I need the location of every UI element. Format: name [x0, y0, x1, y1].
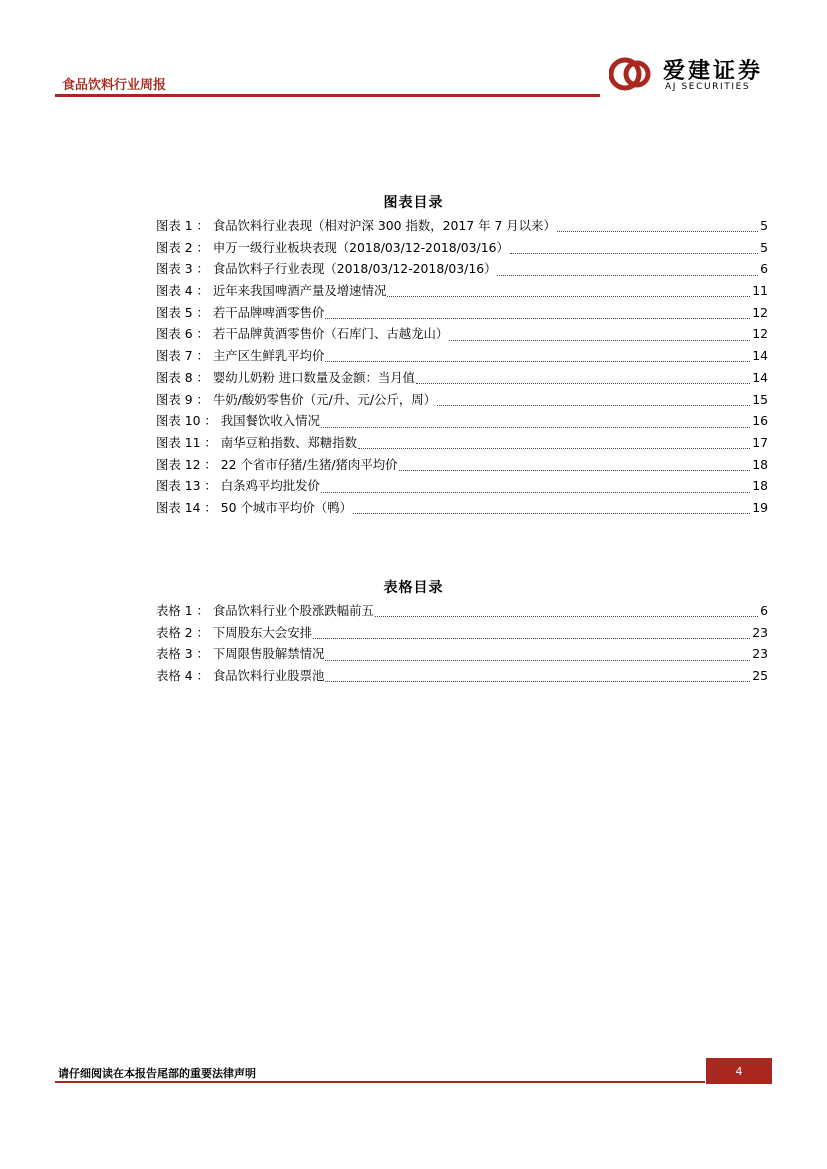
toc-entry-label: 图表 7 ： 主产区生鲜乳平均价: [156, 348, 325, 364]
toc-entry-label: 图表 13 ： 白条鸡平均批发价: [156, 478, 320, 494]
toc-entry-label: 图表 11 ： 南华豆粕指数、郑糖指数: [156, 434, 358, 450]
brand-name-en: AJ SECURITIES: [665, 82, 751, 92]
tables-toc-title: 表格目录: [383, 580, 444, 596]
toc-leader-dots: [325, 318, 750, 319]
figures-toc-list: [156, 216, 768, 520]
toc-entry[interactable]: [156, 455, 768, 477]
toc-leader-dots: [321, 427, 750, 428]
toc-entry-label: 表格 1 ： 食品饮料行业个股涨跌幅前五: [156, 603, 374, 618]
toc-entry[interactable]: [156, 623, 768, 645]
toc-entry-label: 表格 2 ： 下周股东大会安排: [156, 624, 312, 640]
toc-entry-label: 图表 2 ： 申万一级行业板块表现（2018/03/12-2018/03/16）: [156, 239, 509, 255]
toc-entry-page: 23: [752, 624, 768, 640]
toc-entry-label: 表格 3 ： 下周限售股解禁情况: [156, 646, 325, 662]
footer-disclaimer: 请仔细阅读在本报告尾部的重要法律声明: [58, 1067, 256, 1080]
toc-entry[interactable]: [156, 281, 768, 303]
toc-entry[interactable]: [156, 259, 768, 281]
toc-leader-dots: [375, 616, 758, 617]
toc-entry-page: 17: [752, 434, 768, 450]
toc-entry[interactable]: [156, 390, 768, 412]
toc-leader-dots: [353, 513, 750, 514]
report-title: 食品饮料行业周报: [62, 78, 167, 93]
toc-entry[interactable]: [156, 476, 768, 498]
toc-entry-page: 11: [752, 283, 768, 299]
toc-entry-page: 6: [760, 261, 768, 277]
toc-entry[interactable]: [156, 498, 768, 520]
toc-entry-page: 5: [760, 239, 768, 255]
toc-leader-dots: [387, 296, 750, 297]
toc-entry-page: 23: [752, 646, 768, 662]
toc-entry-label: 图表 14 ： 50 个城市平均价（鸭）: [156, 499, 352, 515]
brand-logo: [609, 54, 774, 96]
tables-toc-list: [156, 601, 768, 688]
toc-entry-page: 12: [752, 304, 768, 320]
toc-entry[interactable]: [156, 433, 768, 455]
toc-entry-page: 18: [752, 456, 768, 472]
toc-entry-page: 19: [752, 499, 768, 515]
toc-leader-dots: [497, 275, 758, 276]
toc-entry[interactable]: [156, 324, 768, 346]
toc-entry-label: 图表 12 ： 22 个省市仔猪/生猪/猪肉平均价: [156, 456, 398, 472]
toc-entry-label: 表格 4 ： 食品饮料行业股票池: [156, 668, 325, 684]
toc-entry-page: 25: [752, 668, 768, 684]
toc-entry-label: 图表 1 ： 食品饮料行业表现（相对沪深 300 指数，2017 年 7 月以来）: [156, 218, 556, 233]
toc-entry-page: 15: [752, 391, 768, 407]
toc-entry-page: 5: [760, 218, 768, 233]
toc-entry-label: 图表 4 ： 近年来我国啤酒产量及增速情况: [156, 283, 387, 299]
toc-entry-page: 14: [752, 348, 768, 364]
toc-entry-page: 6: [760, 603, 768, 618]
figures-toc-title: 图表目录: [383, 195, 444, 211]
toc-entry-label: 图表 6 ： 若干品牌黄酒零售价（石库门、古越龙山）: [156, 326, 449, 342]
toc-entry[interactable]: [156, 238, 768, 260]
toc-entry-label: 图表 8 ： 婴幼儿奶粉 进口数量及金额：当月值: [156, 369, 416, 385]
toc-leader-dots: [313, 638, 750, 639]
toc-leader-dots: [358, 448, 750, 449]
toc-entry-page: 12: [752, 326, 768, 342]
toc-leader-dots: [557, 231, 758, 232]
toc-entry[interactable]: [156, 216, 768, 238]
toc-entry[interactable]: [156, 303, 768, 325]
toc-entry-page: 14: [752, 369, 768, 385]
toc-entry-label: 图表 3 ： 食品饮料子行业表现（2018/03/12-2018/03/16）: [156, 261, 497, 277]
toc-entry[interactable]: [156, 411, 768, 433]
toc-entry[interactable]: [156, 644, 768, 666]
toc-entry[interactable]: [156, 666, 768, 688]
toc-entry-page: 16: [752, 413, 768, 429]
header-divider: [55, 94, 600, 97]
toc-leader-dots: [449, 340, 750, 341]
toc-leader-dots: [325, 660, 750, 661]
brand-logo-icon: [609, 56, 653, 92]
toc-entry-label: 图表 10 ： 我国餐饮收入情况: [156, 413, 320, 429]
page-number: 4: [706, 1058, 772, 1084]
toc-leader-dots: [325, 361, 750, 362]
toc-entry-label: 图表 5 ： 若干品牌啤酒零售价: [156, 304, 325, 320]
toc-leader-dots: [510, 253, 758, 254]
toc-leader-dots: [437, 405, 750, 406]
toc-entry[interactable]: [156, 601, 768, 623]
toc-leader-dots: [399, 470, 751, 471]
toc-entry-page: 18: [752, 478, 768, 494]
toc-entry[interactable]: [156, 368, 768, 390]
footer-divider: [55, 1081, 705, 1083]
toc-leader-dots: [416, 383, 750, 384]
toc-leader-dots: [321, 492, 750, 493]
toc-entry[interactable]: [156, 346, 768, 368]
toc-entry-label: 图表 9 ： 牛奶/酸奶零售价（元/升、元/公斤，周）: [156, 391, 437, 407]
toc-leader-dots: [325, 681, 750, 682]
brand-name-cn: 爱建证券: [663, 58, 764, 84]
